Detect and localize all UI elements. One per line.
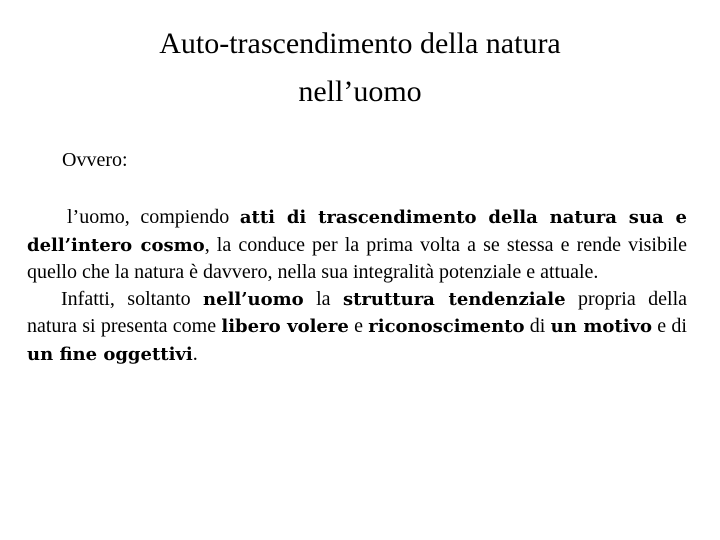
- paragraph-2-text-5: di: [524, 315, 551, 337]
- paragraph-2-bold-2: struttura tendenziale: [342, 288, 566, 310]
- paragraph-2: [27, 286, 687, 369]
- paragraph-2-bold-4: riconoscimento: [368, 316, 525, 337]
- slide-title: [60, 20, 660, 116]
- paragraph-2-bold-6: un fine oggettivi: [27, 343, 193, 365]
- paragraph-1-text-1: l’uomo, compiendo: [67, 206, 240, 228]
- paragraph-2-bold-1: nell’uomo: [203, 288, 304, 310]
- slide-title-line-1: Auto-trascendimento della natura: [159, 27, 561, 60]
- paragraph-2-text-3: propria della natura si presenta come: [27, 287, 687, 337]
- paragraph-2-text-7: .: [192, 342, 198, 365]
- paragraph-2-bold-5: un motivo: [550, 316, 652, 337]
- paragraph-2-bold-3: libero volere: [221, 316, 349, 337]
- slide-title-line-2: nell’uomo: [298, 75, 422, 108]
- paragraph-2-text-6: e di: [652, 315, 687, 337]
- paragraph-1: [27, 204, 687, 286]
- paragraph-2-text-2: la: [303, 287, 343, 310]
- paragraph-2-text-4: e: [348, 315, 369, 337]
- intro-text: Ovvero:: [62, 149, 128, 171]
- body-text: [27, 204, 687, 368]
- paragraph-2-text-1: Infatti, soltanto: [61, 287, 204, 310]
- paragraph-1-bold-1: atti di trascendimento della natura sua e dell’intero cosmo: [27, 207, 688, 256]
- paragraph-1-text-2: , la conduce per la prima volta a se stessa e rende visibile quello che la natura è davvero, nella sua integralità potenziale e attuale.: [27, 233, 687, 283]
